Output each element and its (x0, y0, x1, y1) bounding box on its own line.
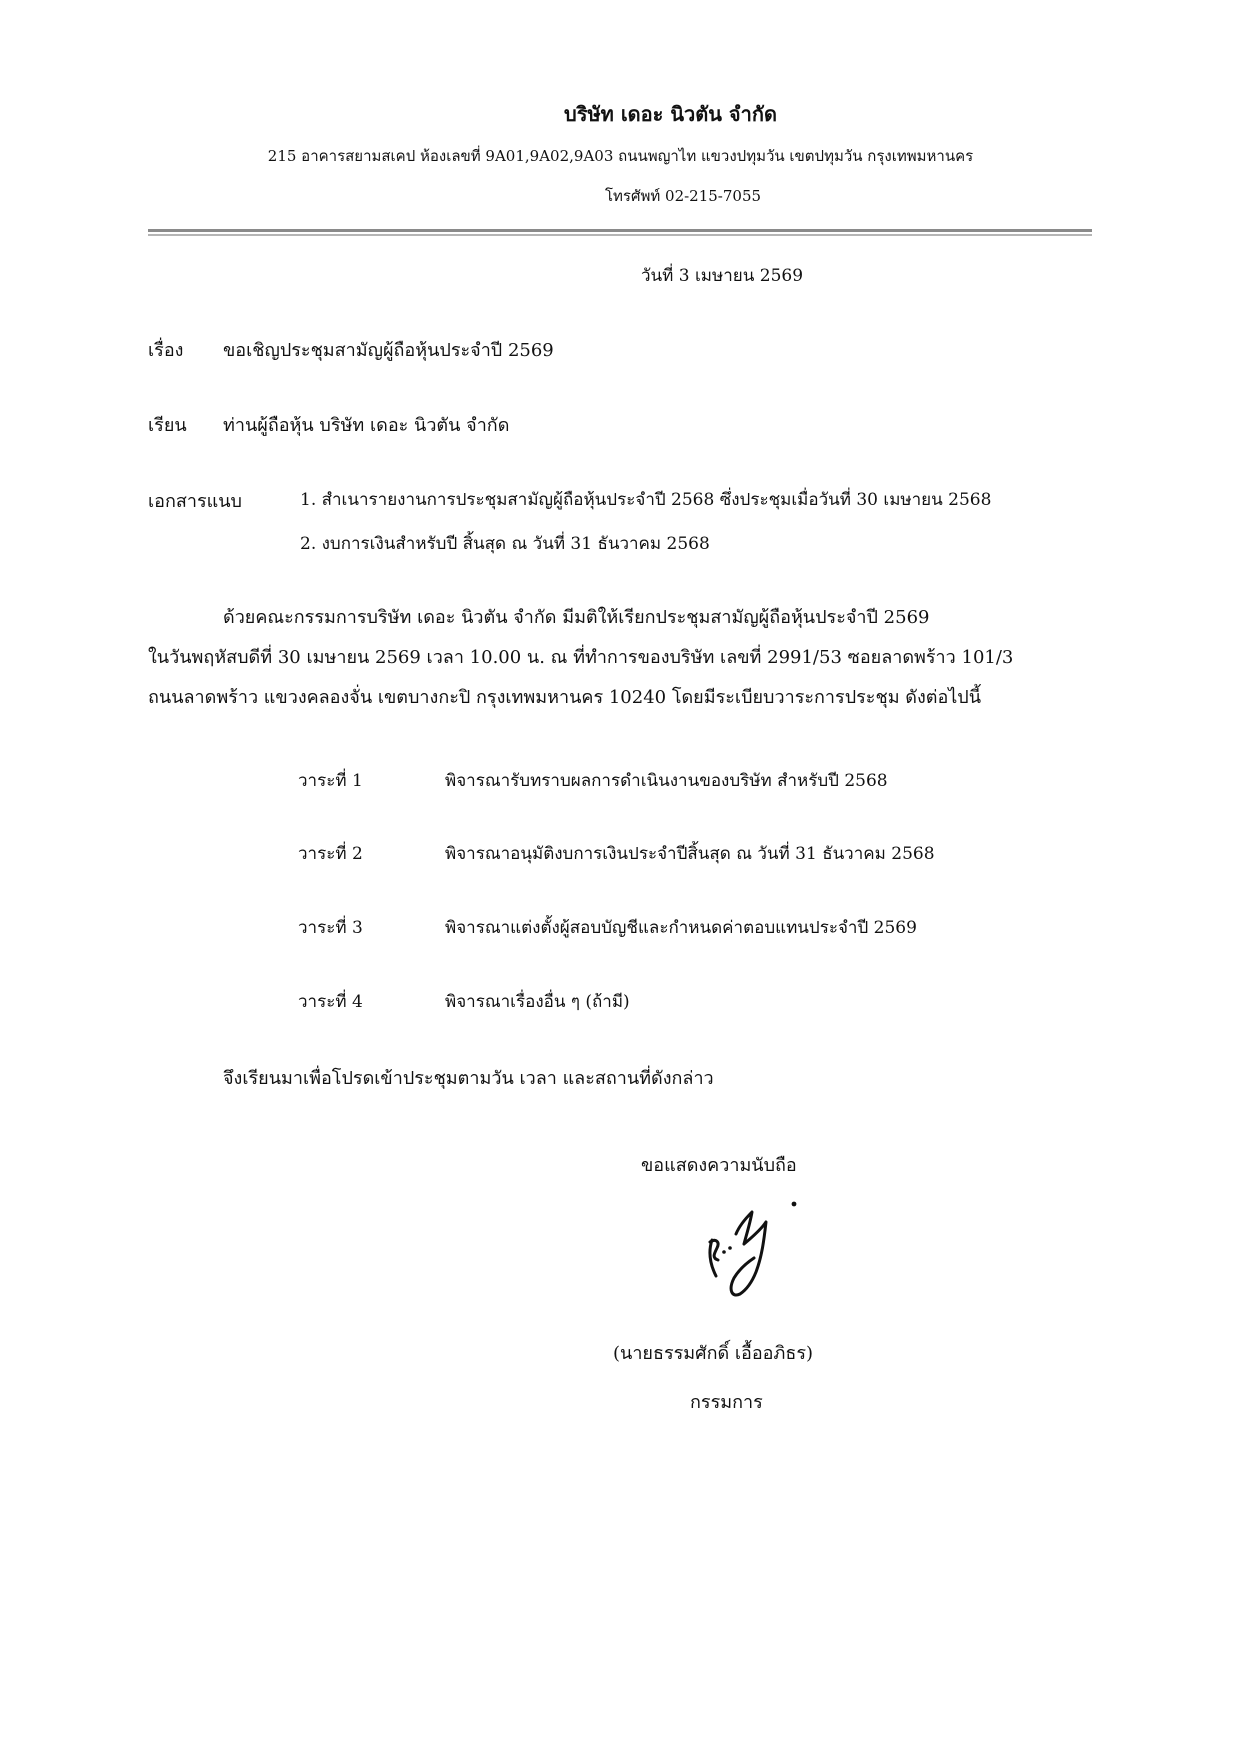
body-line-1: ด้วยคณะกรรมการบริษัท เดอะ นิวตัน จำกัด มีมติให้เรียกประชุมสามัญผู้ถือหุ้นประจำปี 2569 (223, 607, 930, 628)
agenda-item-text: พิจารณาเรื่องอื่น ๆ (ถ้ามี) (445, 992, 630, 1012)
complimentary-close: ขอแสดงความนับถือ (641, 1155, 797, 1176)
attachment-item-2: 2. งบการเงินสำหรับปี สิ้นสุด ณ วันที่ 31 ธันวาคม 2568 (300, 534, 710, 554)
agenda-number: วาระที่ 1 (298, 771, 363, 791)
body-line-3: ถนนลาดพร้าว แขวงคลองจั่น เขตบางกะปิ กรุงเทพมหานคร 10240 โดยมีระเบียบวาระการประชุม ดังต่อไปนี้ (148, 687, 982, 708)
recipient-text: ท่านผู้ถือหุ้น บริษัท เดอะ นิวตัน จำกัด (223, 415, 510, 436)
attachment-item-1: 1. สำเนารายงานการประชุมสามัญผู้ถือหุ้นประจำปี 2568 ซึ่งประชุมเมื่อวันที่ 30 เมษายน 2568 (300, 490, 992, 510)
signer-name: (นายธรรมศักดิ์ เอื้ออภิธร) (613, 1343, 814, 1364)
body-paragraph (148, 598, 1092, 718)
agenda-number: วาระที่ 4 (298, 992, 363, 1012)
company-name: บริษัท เดอะ นิวตัน จำกัด (564, 102, 777, 126)
signer-title: กรรมการ (690, 1392, 763, 1413)
attachments-label: เอกสารแนบ (148, 491, 242, 512)
closing-sentence: จึงเรียนมาเพื่อโปรดเข้าประชุมตามวัน เวลา และสถานที่ดังกล่าว (223, 1068, 714, 1089)
header-divider (148, 229, 1092, 236)
signature-icon (690, 1190, 810, 1310)
agenda-item-text: พิจารณาแต่งตั้งผู้สอบบัญชีและกำหนดค่าตอบแทนประจำปี 2569 (445, 918, 917, 938)
body-line-2: ในวันพฤหัสบดีที่ 30 เมษายน 2569 เวลา 10.00 น. ณ ที่ทำการของบริษัท เลขที่ 2991/53 ซอยลาดพร้าว 101/3 (148, 647, 1014, 668)
agenda-number: วาระที่ 3 (298, 918, 363, 938)
agenda-item-text: พิจารณารับทราบผลการดำเนินงานของบริษัท สำหรับปี 2568 (445, 771, 888, 791)
subject-text: ขอเชิญประชุมสามัญผู้ถือหุ้นประจำปี 2569 (223, 340, 554, 361)
agenda-item-text: พิจารณาอนุมัติงบการเงินประจำปีสิ้นสุด ณ วันที่ 31 ธันวาคม 2568 (445, 844, 935, 864)
letter-date: วันที่ 3 เมษายน 2569 (641, 266, 804, 286)
subject-label: เรื่อง (148, 340, 184, 361)
agenda-number: วาระที่ 2 (298, 844, 363, 864)
company-address: 215 อาคารสยามสเคป ห้องเลขที่ 9A01,9A02,9A03 ถนนพญาไท แขวงปทุมวัน เขตปทุมวัน กรุงเทพมหานคร (267, 147, 974, 165)
company-phone: โทรศัพท์ 02-215-7055 (604, 187, 762, 205)
recipient-label: เรียน (148, 415, 187, 436)
